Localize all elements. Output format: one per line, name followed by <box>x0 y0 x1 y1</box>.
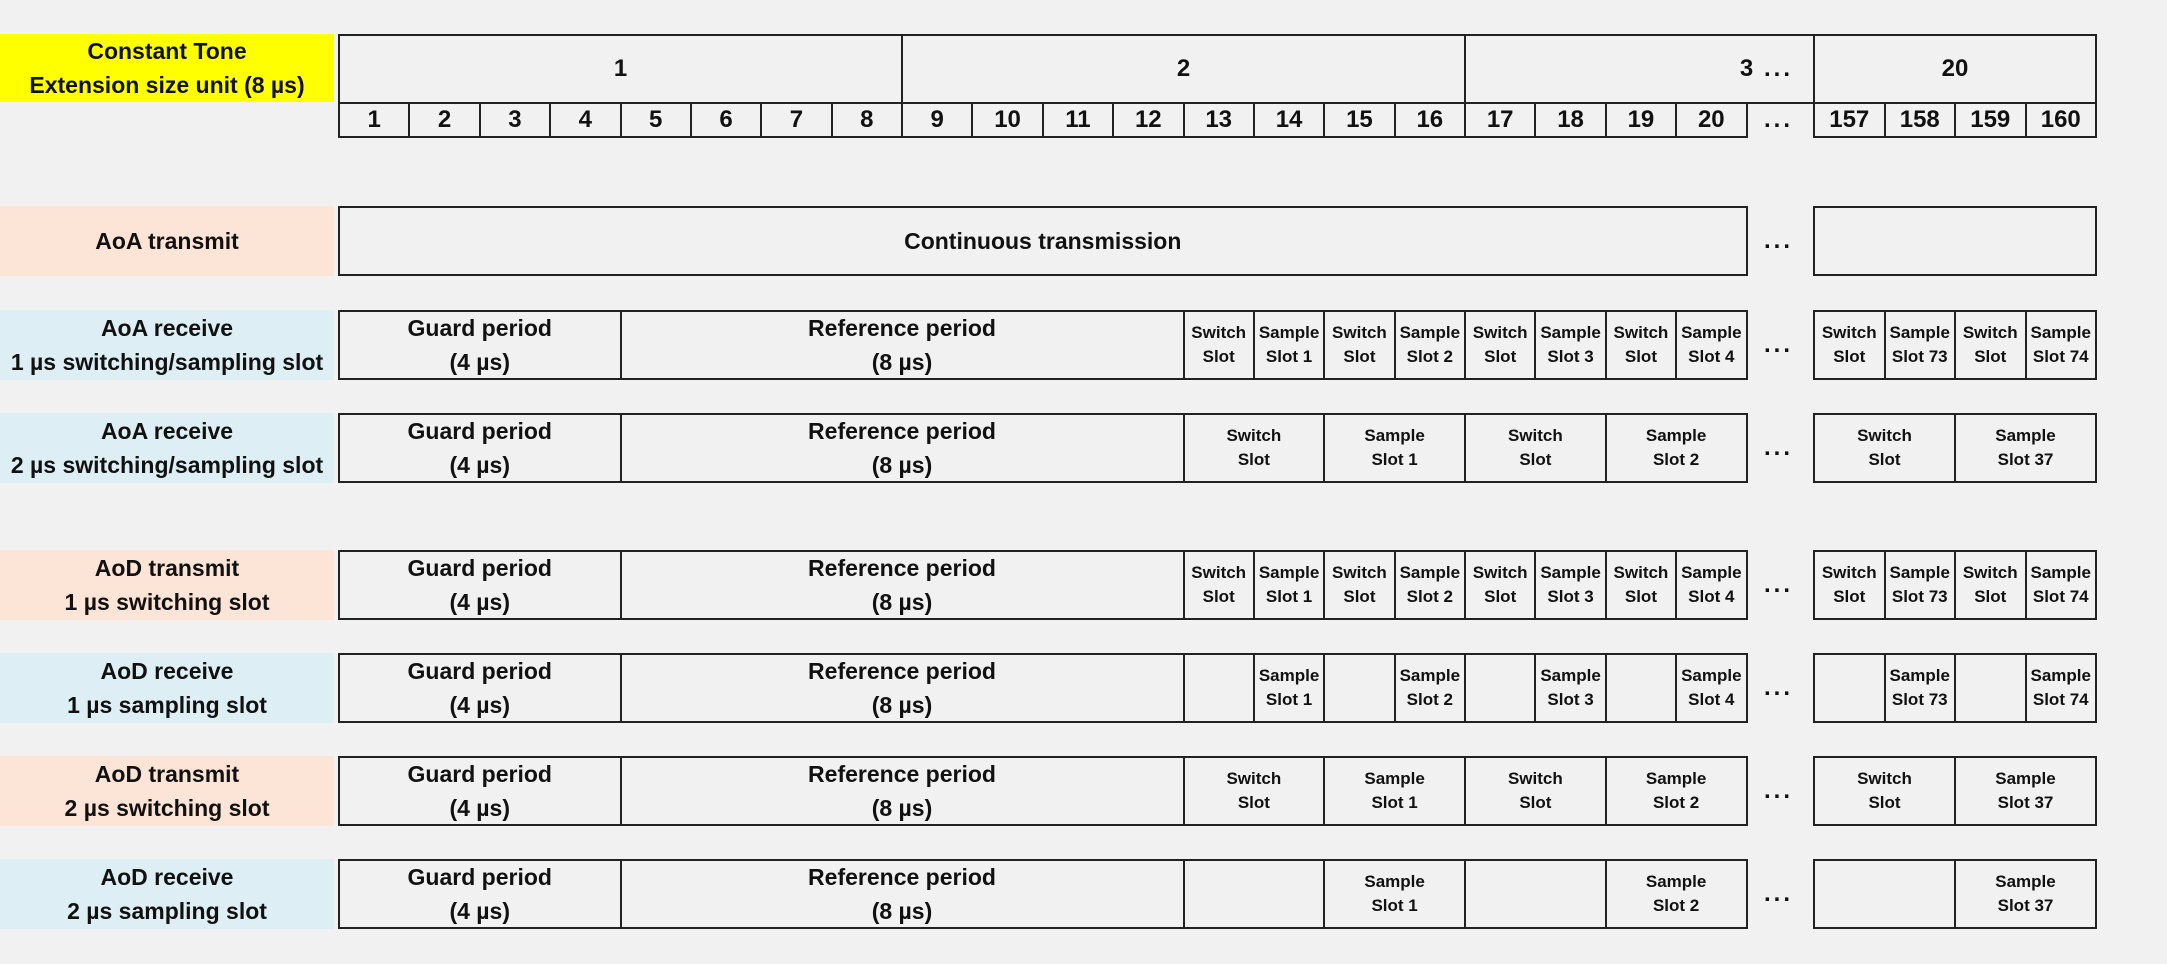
text-line: (8 µs) <box>871 795 933 821</box>
text-line: Switch <box>1332 323 1387 342</box>
text-line: Slot <box>1624 587 1657 606</box>
text-line: 2 µs switching slot <box>64 795 270 821</box>
microsecond-cell: 6 <box>690 102 762 138</box>
switch-slot-cell <box>1954 310 2027 380</box>
text-line: AoA transmit <box>95 228 239 254</box>
microsecond-cell: 3 <box>479 102 551 138</box>
switch-slot-cell <box>1323 310 1395 380</box>
text-line: Slot 73 <box>1891 587 1948 606</box>
cte-unit-2: 2 <box>901 34 1466 104</box>
text-line: Slot 74 <box>2032 347 2089 366</box>
text-line: Slot <box>1624 347 1657 366</box>
idle-slot-cell <box>1813 653 1886 723</box>
text-line: Slot 4 <box>1688 347 1735 366</box>
microsecond-cell: 15 <box>1323 102 1395 138</box>
text-line: Sample <box>1540 666 1601 685</box>
microsecond-cell: 7 <box>760 102 832 138</box>
text-line: Slot 2 <box>1406 587 1453 606</box>
text-line: Slot 1 <box>1371 450 1418 469</box>
text-line: Guard period <box>407 555 552 581</box>
idle-slot-cell <box>1183 653 1255 723</box>
text-line: Slot 4 <box>1688 587 1735 606</box>
text-line: Reference period <box>808 864 996 890</box>
text-line: Slot <box>1484 347 1517 366</box>
text-line: Switch <box>1962 323 2018 342</box>
ellipsis: ... <box>1763 227 1793 254</box>
text-line: Switch <box>1857 426 1912 445</box>
text-line: Slot 1 <box>1265 347 1313 366</box>
text-line: Slot 2 <box>1652 450 1700 469</box>
text-line: (8 µs) <box>871 898 933 924</box>
text-line: (8 µs) <box>871 589 933 615</box>
text-line: Slot 37 <box>1997 793 2054 812</box>
text-line: Sample <box>1399 323 1461 342</box>
text-line: Switch <box>1613 563 1669 582</box>
microsecond-cell: 1 <box>338 102 410 138</box>
text-line: 2 µs sampling slot <box>67 898 267 924</box>
switch-slot-cell <box>1813 756 1956 826</box>
switch-slot-cell <box>1323 550 1395 620</box>
ellipsis: ... <box>1763 571 1793 598</box>
idle-slot-cell <box>1464 653 1536 723</box>
text-line: AoD transmit <box>94 761 240 787</box>
microsecond-cell: 159 <box>1954 102 2027 138</box>
header-unit-ellipsis: ... <box>1763 55 1793 82</box>
text-line: Sample <box>2030 563 2091 582</box>
guard-period-cell <box>338 413 622 483</box>
switch-slot-cell <box>1605 550 1677 620</box>
text-line: 1 µs sampling slot <box>67 692 267 718</box>
sample-slot-cell <box>1605 756 1748 826</box>
sample-slot-cell <box>1954 859 2097 929</box>
microsecond-cell: 14 <box>1253 102 1325 138</box>
text-line: Slot 73 <box>1891 690 1948 709</box>
text-line: Slot 1 <box>1371 896 1418 915</box>
header-micro-ellipsis: ... <box>1763 106 1793 133</box>
text-line: Slot <box>1237 450 1270 469</box>
text-line: Sample <box>1681 563 1742 582</box>
text-line: Slot <box>1833 347 1866 366</box>
microsecond-cell: 11 <box>1042 102 1114 138</box>
sample-slot-cell <box>1534 310 1606 380</box>
text-line: Switch <box>1472 323 1528 342</box>
microsecond-cell: 158 <box>1884 102 1957 138</box>
guard-period-cell <box>338 550 622 620</box>
sample-slot-cell <box>1954 413 2097 483</box>
reference-period-cell <box>620 756 1185 826</box>
switch-slot-cell <box>1954 550 2027 620</box>
text-line: Slot 1 <box>1371 793 1418 812</box>
text-line: Sample <box>1399 563 1461 582</box>
text-line: Switch <box>1507 426 1563 445</box>
text-line: Slot 1 <box>1265 587 1313 606</box>
switch-slot-cell <box>1813 413 1956 483</box>
text-line: 1 µs switching slot <box>64 589 270 615</box>
sample-slot-cell <box>1605 413 1748 483</box>
text-line: Slot <box>1868 450 1901 469</box>
text-line: Sample <box>1681 323 1742 342</box>
continuous-transmission-tail <box>1813 206 2097 276</box>
reference-period-cell <box>620 653 1185 723</box>
guard-period-cell <box>338 859 622 929</box>
text-line: Switch <box>1821 563 1877 582</box>
reference-period-cell <box>620 550 1185 620</box>
text-line: (4 µs) <box>449 898 511 924</box>
text-line: Sample <box>1995 872 2056 891</box>
text-line: Slot <box>1202 587 1235 606</box>
text-line: Sample <box>1364 426 1425 445</box>
switch-slot-cell <box>1183 413 1326 483</box>
sample-slot-cell <box>1884 550 1957 620</box>
sample-slot-cell <box>1394 653 1466 723</box>
text-line: Guard period <box>407 418 552 444</box>
text-line: Sample <box>1889 323 1950 342</box>
microsecond-cell: 20 <box>1675 102 1747 138</box>
text-line: AoA receive <box>100 315 234 341</box>
text-line: Slot 74 <box>2032 690 2089 709</box>
text-line: Sample <box>2030 666 2091 685</box>
sample-slot-cell <box>1253 310 1325 380</box>
sample-slot-cell <box>1884 653 1957 723</box>
sample-slot-cell <box>2025 550 2098 620</box>
text-line: AoD transmit <box>94 555 240 581</box>
switch-slot-cell <box>1813 550 1886 620</box>
text-line: 1 µs switching/sampling slot <box>10 349 324 375</box>
cte-unit-20: 20 <box>1813 34 2097 104</box>
microsecond-cell: 8 <box>831 102 903 138</box>
switch-slot-cell <box>1605 310 1677 380</box>
text-line: Extension size unit (8 µs) <box>29 72 305 98</box>
microsecond-cell: 16 <box>1394 102 1466 138</box>
aoa-transmit-label <box>0 206 334 276</box>
aod-receive-1us-label <box>0 653 334 723</box>
text-line: Switch <box>1613 323 1669 342</box>
reference-period-cell <box>620 310 1185 380</box>
microsecond-cell: 19 <box>1605 102 1677 138</box>
switch-slot-cell <box>1183 310 1255 380</box>
microsecond-cell: 5 <box>620 102 692 138</box>
text-line: Slot <box>1343 587 1376 606</box>
aod-receive-2us-label <box>0 859 334 929</box>
switch-slot-cell <box>1183 550 1255 620</box>
text-line: Slot 3 <box>1547 690 1594 709</box>
text-line: Slot 2 <box>1652 793 1700 812</box>
guard-period-cell <box>338 756 622 826</box>
sample-slot-cell <box>1323 756 1466 826</box>
text-line: Sample <box>1258 563 1320 582</box>
ellipsis: ... <box>1763 434 1793 461</box>
text-line: Sample <box>2030 323 2091 342</box>
text-line: Slot <box>1974 587 2007 606</box>
text-line: Slot 4 <box>1688 690 1735 709</box>
text-line: Reference period <box>808 418 996 444</box>
text-line: Guard period <box>407 864 552 890</box>
ellipsis: ... <box>1763 777 1793 804</box>
text-line: Slot <box>1519 450 1552 469</box>
text-line: Slot 74 <box>2032 587 2089 606</box>
sample-slot-cell <box>1394 310 1466 380</box>
switch-slot-cell <box>1183 756 1326 826</box>
text-line: Slot 37 <box>1997 450 2054 469</box>
sample-slot-cell <box>2025 310 2098 380</box>
sample-slot-cell <box>1323 859 1466 929</box>
switch-slot-cell <box>1464 756 1607 826</box>
text-line: Slot 3 <box>1547 587 1594 606</box>
text-line: Sample <box>1645 769 1707 788</box>
microsecond-cell: 18 <box>1534 102 1606 138</box>
microsecond-cell: 10 <box>971 102 1043 138</box>
idle-slot-cell <box>1323 653 1395 723</box>
guard-period-cell <box>338 310 622 380</box>
text-line: Switch <box>1821 323 1877 342</box>
header-label <box>0 34 334 102</box>
text-line: Sample <box>1364 769 1425 788</box>
text-line: Reference period <box>808 315 996 341</box>
microsecond-cell: 2 <box>408 102 480 138</box>
text-line: AoD receive <box>100 864 234 890</box>
switch-slot-cell <box>1813 310 1886 380</box>
sample-slot-cell <box>1253 653 1325 723</box>
text-line: Reference period <box>808 761 996 787</box>
aoa-receive-1us-label <box>0 310 334 380</box>
text-line: Switch <box>1226 769 1282 788</box>
sample-slot-cell <box>1534 653 1606 723</box>
microsecond-cell: 160 <box>2025 102 2098 138</box>
text-line: Sample <box>1399 666 1461 685</box>
text-line: (8 µs) <box>871 452 933 478</box>
ellipsis: ... <box>1763 880 1793 907</box>
guard-period-cell <box>338 653 622 723</box>
text-line: (4 µs) <box>449 589 511 615</box>
cte-unit-3: 3 <box>1464 34 2029 104</box>
text-line: AoD receive <box>100 658 234 684</box>
text-line: Slot 2 <box>1406 347 1453 366</box>
text-line: Slot <box>1237 793 1270 812</box>
text-line: Guard period <box>407 761 552 787</box>
idle-slot-cell <box>1605 653 1677 723</box>
sample-slot-cell <box>1884 310 1957 380</box>
sample-slot-cell <box>1534 550 1606 620</box>
reference-period-cell <box>620 859 1185 929</box>
switch-slot-cell <box>1464 413 1607 483</box>
microsecond-cell: 157 <box>1813 102 1886 138</box>
text-line: (4 µs) <box>449 795 511 821</box>
microsecond-cell: 9 <box>901 102 973 138</box>
microsecond-cell: 13 <box>1183 102 1255 138</box>
text-line: Switch <box>1857 769 1912 788</box>
text-line: Slot <box>1868 793 1901 812</box>
text-line: Slot <box>1833 587 1866 606</box>
cte-unit-1: 1 <box>338 34 903 104</box>
text-line: Slot 2 <box>1652 896 1700 915</box>
text-line: (4 µs) <box>449 452 511 478</box>
sample-slot-cell <box>1605 859 1748 929</box>
sample-slot-cell <box>1394 550 1466 620</box>
text-line: Slot 2 <box>1406 690 1453 709</box>
reference-period-cell <box>620 413 1185 483</box>
text-line: Switch <box>1191 563 1247 582</box>
text-line: Slot 3 <box>1547 347 1594 366</box>
text-line: Reference period <box>808 658 996 684</box>
aoa-receive-2us-label <box>0 413 334 483</box>
idle-slot-cell <box>1813 859 1956 929</box>
text-line: Slot <box>1202 347 1235 366</box>
text-line: Sample <box>1995 769 2056 788</box>
text-line: Switch <box>1226 426 1282 445</box>
aod-transmit-2us-label <box>0 756 334 826</box>
text-line: Sample <box>1258 666 1320 685</box>
text-line: Guard period <box>407 315 552 341</box>
text-line: Sample <box>1995 426 2056 445</box>
text-line: Sample <box>1889 563 1950 582</box>
continuous-transmission-cell: Continuous transmission <box>338 206 1748 276</box>
idle-slot-cell <box>1954 653 2027 723</box>
text-line: Guard period <box>407 658 552 684</box>
sample-slot-cell <box>1675 550 1747 620</box>
text-line: (4 µs) <box>449 349 511 375</box>
microsecond-cell: 17 <box>1464 102 1536 138</box>
sample-slot-cell <box>2025 653 2098 723</box>
ellipsis: ... <box>1763 331 1793 358</box>
text-line: Sample <box>1645 872 1707 891</box>
switch-slot-cell <box>1464 550 1536 620</box>
sample-slot-cell <box>1675 310 1747 380</box>
text-line: Switch <box>1962 563 2018 582</box>
text-line: Switch <box>1191 323 1247 342</box>
text-line: Slot <box>1974 347 2007 366</box>
text-line: Reference period <box>808 555 996 581</box>
text-line: Sample <box>1645 426 1707 445</box>
text-line: Constant Tone <box>87 38 247 64</box>
text-line: Slot <box>1484 587 1517 606</box>
switch-slot-cell <box>1464 310 1536 380</box>
idle-slot-cell <box>1464 859 1607 929</box>
text-line: Slot 37 <box>1997 896 2054 915</box>
aod-transmit-1us-label <box>0 550 334 620</box>
text-line: Switch <box>1507 769 1563 788</box>
text-line: Slot 73 <box>1891 347 1948 366</box>
sample-slot-cell <box>1675 653 1747 723</box>
text-line: Sample <box>1540 323 1601 342</box>
idle-slot-cell <box>1183 859 1326 929</box>
microsecond-cell: 12 <box>1112 102 1184 138</box>
text-line: Slot 1 <box>1265 690 1313 709</box>
text-line: Slot <box>1519 793 1552 812</box>
sample-slot-cell <box>1253 550 1325 620</box>
text-line: Sample <box>1364 872 1425 891</box>
text-line: (4 µs) <box>449 692 511 718</box>
text-line: Sample <box>1540 563 1601 582</box>
text-line: 2 µs switching/sampling slot <box>10 452 324 478</box>
ellipsis: ... <box>1763 674 1793 701</box>
microsecond-cell: 4 <box>549 102 621 138</box>
sample-slot-cell <box>1954 756 2097 826</box>
text-line: Switch <box>1472 563 1528 582</box>
text-line: Sample <box>1258 323 1320 342</box>
text-line: Slot <box>1343 347 1376 366</box>
text-line: Sample <box>1681 666 1742 685</box>
text-line: (8 µs) <box>871 349 933 375</box>
text-line: Switch <box>1332 563 1387 582</box>
sample-slot-cell <box>1323 413 1466 483</box>
text-line: (8 µs) <box>871 692 933 718</box>
text-line: Sample <box>1889 666 1950 685</box>
text-line: AoA receive <box>100 418 234 444</box>
